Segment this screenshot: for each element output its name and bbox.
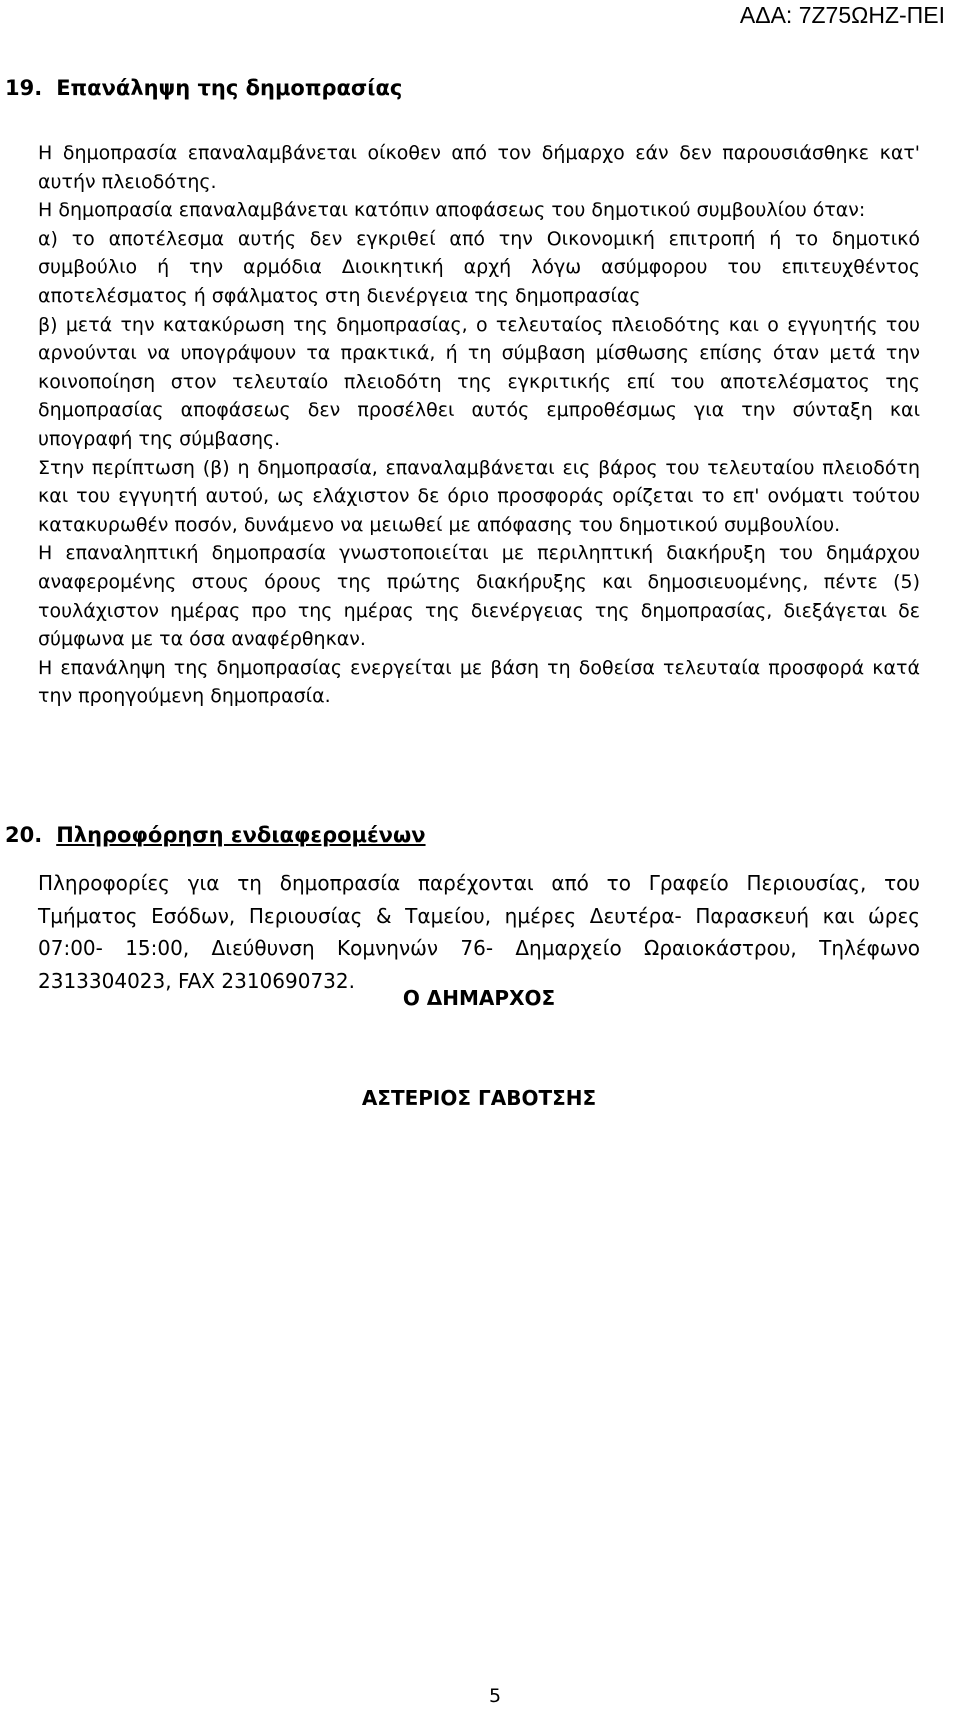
section-19-body [38, 139, 920, 711]
paragraph: Η δημοπρασία επαναλαμβάνεται κατόπιν αποφάσεως του δημοτικού συμβουλίου όταν: [38, 199, 866, 222]
section-19-title: Επανάληψη της δημοπρασίας [56, 76, 403, 100]
section-20-heading [5, 823, 426, 847]
paragraph: α) το αποτέλεσμα αυτής δεν εγκριθεί από την Οικονομική επιτροπή ή το δημοτικό συμβούλιο ή την αρμόδια Διοικητική αρχή λόγω ασύμφορου του επιτευχθέντος αποτελέσματος ή σφάλματος στη διενέργεια της δημοπρασίας [38, 227, 920, 307]
document-code: ΑΔΑ: 7Ζ75ΩΗΖ-ΠΕΙ [739, 2, 945, 28]
paragraph: Στην περίπτωση (β) η δημοπρασία, επαναλαμβάνεται εις βάρος του τελευταίου πλειοδότη και του εγγυητή αυτού, ως ελάχιστον δε όριο προσφοράς ορίζεται το επ' ονόματι τούτου κατακυρωθέν ποσόν, δυνάμενο να μειωθεί με απόφασης του δημοτικού συμβουλίου. [38, 456, 920, 536]
paragraph: Η επαναληπτική δημοπρασία γνωστοποιείται με περιληπτική διακήρυξη του δημάρχου αναφερομένης στους όρους της πρώτης διακήρυξης και δημοσιευομένης, πέντε (5) τουλάχιστον ημέρας προ της ημέρας της διενέργειας της δημοπρασίας, διεξάγεται δε σύμφωνα με τα όσα αναφέρθηκαν. [38, 542, 920, 651]
section-20-body [38, 867, 920, 997]
section-20-title: Πληροφόρηση ενδιαφερομένων [56, 823, 426, 847]
page-number: 5 [488, 1685, 502, 1707]
paragraph: Η επανάληψη της δημοπρασίας ενεργείται με βάση τη δοθείσα τελευταία προσφορά κατά την προηγούμενη δημοπρασία. [38, 656, 920, 708]
paragraph: β) μετά την κατακύρωση της δημοπρασίας, ο τελευταίος πλειοδότης και ο εγγυητής του αρνούνται να υπογράψουν τα πρακτικά, ή τη σύμβαση μίσθωσης επίσης όταν μετά την κοινοποίηση στον τελευταίο πλειοδότη της εγκριτικής επί του αποτελέσματος της δημοπρασίας αποφάσεως δεν προσέλθει αυτός εμπροθέσμως για την σύνταξη και υπογραφή της σύμβασης. [38, 313, 920, 450]
section-19-heading [5, 76, 402, 100]
signature-title: Ο ΔΗΜΑΡΧΟΣ [402, 986, 556, 1010]
paragraph: Η δημοπρασία επαναλαμβάνεται οίκοθεν από τον δήμαρχο εάν δεν παρουσιάσθηκε κατ' αυτήν πλειοδότης. [38, 142, 920, 193]
section-20-number: 20. [5, 823, 43, 847]
signature-name: ΑΣΤΕΡΙΟΣ ΓΑΒΟΤΣΗΣ [361, 1086, 597, 1110]
section-19-number: 19. [5, 76, 43, 100]
paragraph: Πληροφορίες για τη δημοπρασία παρέχονται από το Γραφείο Περιουσίας, του Τμήματος Εσόδων, Περιουσίας & Ταμείου, ημέρες Δευτέρα- Παρασκευή και ώρες 07:00- 15:00, Διεύθυνση Κομνηνών 76- Δημαρχείο Ωραιοκάστρου, Τηλέφωνο 2313304023, FAX 2310690732. [38, 871, 920, 993]
